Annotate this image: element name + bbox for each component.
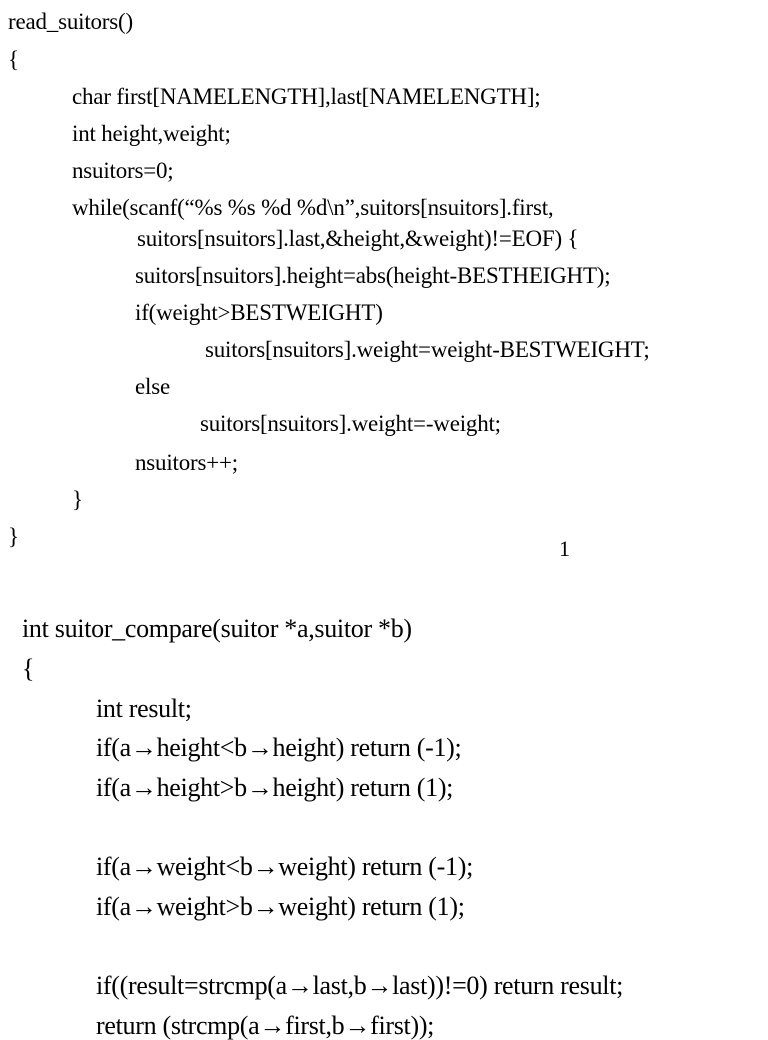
page-number: 1 [559,536,570,561]
code-line: if((result=strcmp(a→last,b→last))!=0) return result; [96,971,624,1000]
code-line: } [72,487,83,512]
code-line: while(scanf(“%s %s %d %d\n”,suitors[nsuitors].first, [72,195,554,220]
code-line: suitors[nsuitors].last,&height,&weight)!=EOF) { [137,226,579,251]
code-line: if(a→weight>b→weight) return (1); [96,892,465,921]
code-line: { [8,47,19,72]
code-line: { [22,654,35,683]
code-line: int result; [96,694,192,723]
code-line: suitors[nsuitors].weight=weight-BESTWEIGHT; [205,337,650,362]
code-line: read_suitors() [8,9,133,34]
code-line: else [135,374,170,399]
code-line: if(a→height>b→height) return (1); [96,773,454,802]
code-line: return (strcmp(a→first,b→first)); [96,1011,435,1040]
code-line: int suitor_compare(suitor *a,suitor *b) [22,614,412,643]
code-line: suitors[nsuitors].height=abs(height-BESTHEIGHT); [135,263,611,288]
code-line: int height,weight; [72,121,231,146]
code-line: if(a→height<b→height) return (-1); [96,733,462,762]
code-line: if(weight>BESTWEIGHT) [135,300,383,325]
code-line: nsuitors++; [135,450,238,475]
code-line: } [8,524,19,549]
code-line: if(a→weight<b→weight) return (-1); [96,852,474,881]
code-line: char first[NAMELENGTH],last[NAMELENGTH]; [72,84,541,109]
code-line: suitors[nsuitors].weight=-weight; [200,411,501,436]
code-line: nsuitors=0; [72,158,174,183]
